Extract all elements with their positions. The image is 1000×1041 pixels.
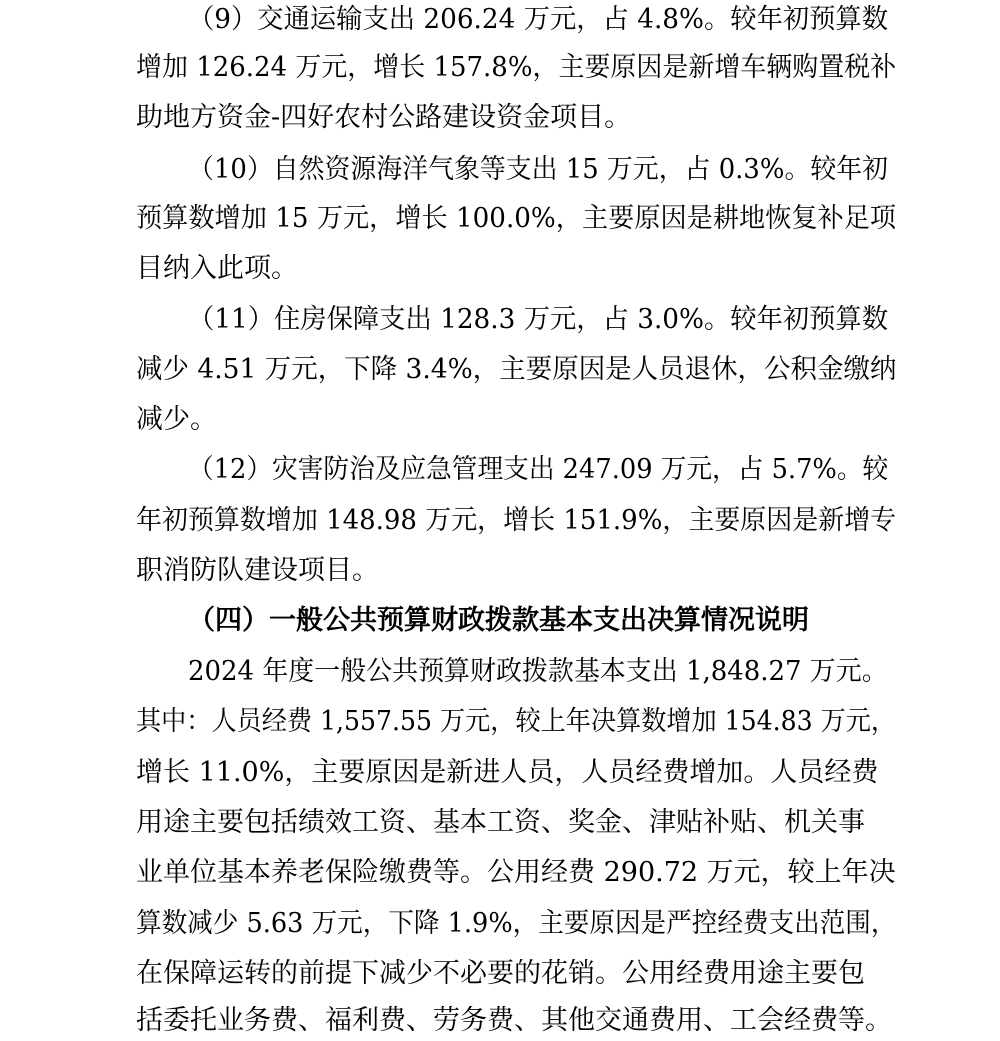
paragraph-10-line-1: （10）自然资源海洋气象等支出 15 万元，占 0.3%。较年初 <box>188 154 889 185</box>
paragraph-12-line-2: 年初预算数增加 148.98 万元，增长 151.9%，主要原因是新增专 <box>136 505 897 536</box>
paragraph-10-line-2: 预算数增加 15 万元，增长 100.0%，主要原因是耕地恢复补足项 <box>136 203 897 234</box>
basic-expenditure-line-3: 增长 11.0%，主要原因是新进人员，人员经费增加。人员经费 <box>136 757 879 788</box>
paragraph-9-line-1: （9）交通运输支出 206.24 万元，占 4.8%。较年初预算数 <box>188 4 889 35</box>
paragraph-11-line-3: 减少。 <box>136 404 217 435</box>
basic-expenditure-line-7: 在保障运转的前提下减少不必要的花销。公用经费用途主要包 <box>136 958 865 989</box>
section-heading: （四）一般公共预算财政拨款基本支出决算情况说明 <box>188 605 809 636</box>
paragraph-9-line-3: 助地方资金-四好农村公路建设资金项目。 <box>136 102 632 133</box>
paragraph-10-line-3: 目纳入此项。 <box>136 253 298 284</box>
basic-expenditure-line-4: 用途主要包括绩效工资、基本工资、奖金、津贴补贴、机关事 <box>136 807 865 838</box>
basic-expenditure-line-1: 2024 年度一般公共预算财政拨款基本支出 1,848.27 万元。 <box>188 656 888 687</box>
basic-expenditure-line-8: 括委托业务费、福利费、劳务费、其他交通费用、工会经费等。 <box>136 1005 892 1036</box>
basic-expenditure-line-6: 算数减少 5.63 万元，下降 1.9%，主要原因是严控经费支出范围， <box>136 908 897 939</box>
basic-expenditure-line-5: 业单位基本养老保险缴费等。公用经费 290.72 万元，较上年决 <box>136 857 896 888</box>
basic-expenditure-line-2: 其中：人员经费 1,557.55 万元，较上年决算数增加 154.83 万元， <box>136 706 897 737</box>
paragraph-12-line-3: 职消防队建设项目。 <box>136 555 379 586</box>
paragraph-12-line-1: （12）灾害防治及应急管理支出 247.09 万元，占 5.7%。较 <box>188 454 889 485</box>
paragraph-9-line-2: 增加 126.24 万元，增长 157.8%，主要原因是新增车辆购置税补 <box>136 52 897 83</box>
paragraph-11-line-2: 减少 4.51 万元，下降 3.4%，主要原因是人员退休，公积金缴纳 <box>136 354 897 385</box>
paragraph-11-line-1: （11）住房保障支出 128.3 万元，占 3.0%。较年初预算数 <box>188 304 889 335</box>
